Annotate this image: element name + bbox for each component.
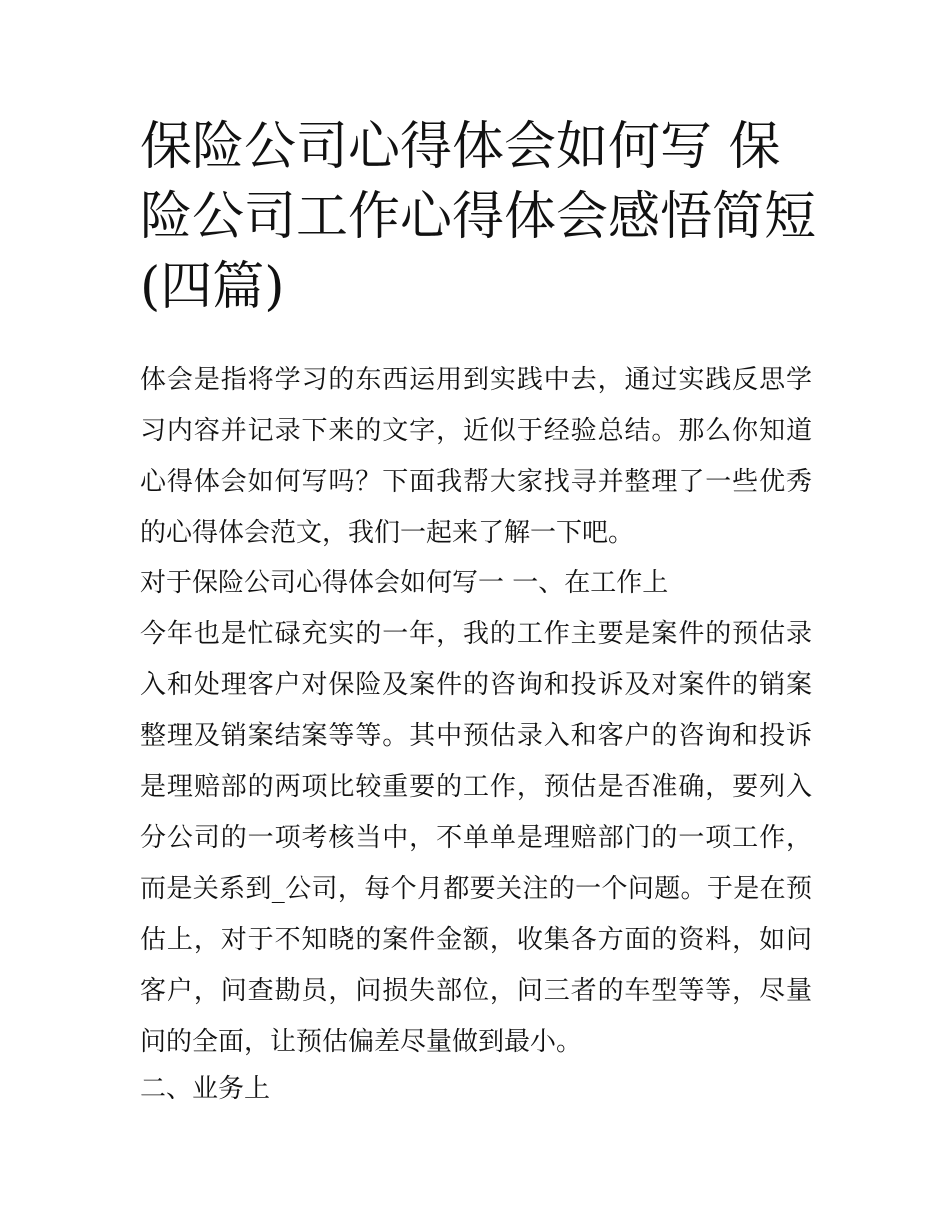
section-heading-business: 二、业务上 <box>140 1074 271 1104</box>
work-paragraph: 今年也是忙碌充实的一年，我的工作主要是案件的预估录入和处理客户对保险及案件的咨询和投诉及对案件的销案整理及销案结案等等。其中预估录入和客户的咨询和投诉是理赔部的两项比较重要的工作，预估是否准确，要列入分公司的一项考核当中，不单单是理赔部门的一项工作，而是关系到_公司，每个月都要关注的一个问题。于是在预估上，对于不知晓的案件金额，收集各方面的资料，如问客户，问查勘员，问损失部位，问三者的车型等等，尽量问的全面，让预估偏差尽量做到最小。 <box>140 619 812 1057</box>
document-title: 保险公司心得体会如何写 保险公司工作心得体会感悟简短(四篇) <box>140 117 817 317</box>
intro-paragraph: 体会是指将学习的东西运用到实践中去，通过实践反思学习内容并记录下来的文字，近似于经验总结。那么你知道心得体会如何写吗？下面我帮大家找寻并整理了一些优秀的心得体会范文，我们一起来了解一下吧。 <box>140 365 812 548</box>
section-heading-work: 对于保险公司心得体会如何写一 一、在工作上 <box>140 568 669 598</box>
